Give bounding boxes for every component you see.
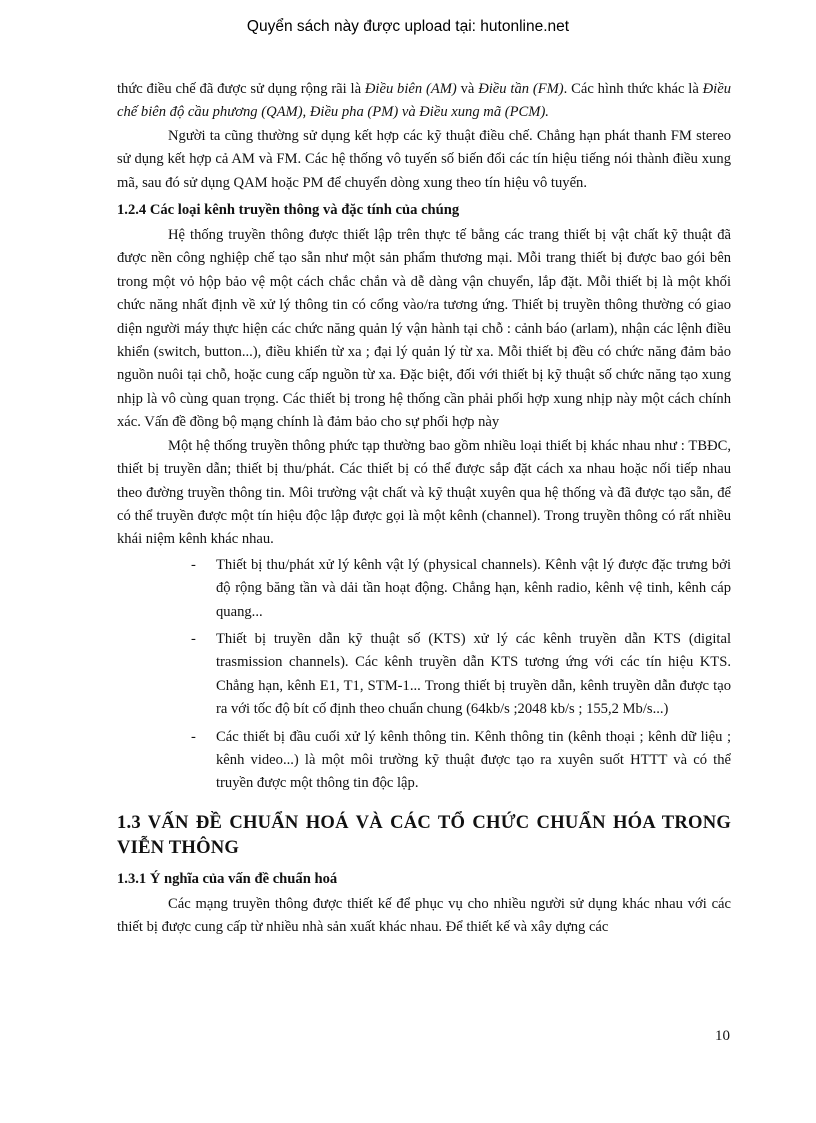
page-number: 10 (715, 1028, 730, 1044)
para1-em-others: Điều chế biên độ cầu phương (QAM), Điều pha (PM) và Điều xung mã (PCM). (117, 81, 731, 121)
list-item (191, 628, 731, 722)
list-item (191, 554, 731, 624)
section-1-3-1-paragraph: Các mạng truyền thông được thiết kế để phục vụ cho nhiều người sử dụng khác nhau với các thiết bị được cung cấp từ nhiều nhà sản xuất khác nhau. Để thiết kế và xây dựng các (117, 895, 731, 936)
dash-marker: - (191, 728, 196, 745)
combined-modulation-paragraph: Người ta cũng thường sử dụng kết hợp các kỹ thuật điều chế. Chẳng hạn phát thanh FM stereo sử dụng kết hợp cả AM và FM. Các hệ thống vô tuyến số biến đổi các tín hiệu tiếng nói thành điều xung mã, sau đó sử dụng QAM hoặc PM để chuyển dòng xung theo tín hiệu vô tuyến. (117, 127, 731, 191)
modulation-paragraph (117, 78, 731, 125)
channel-types-list (117, 554, 731, 796)
para1-em-fm: Điều tần (FM) (478, 81, 564, 97)
section-1-2-4-heading: 1.2.4 Các loại kênh truyền thông và đặc tính của chúng (117, 202, 460, 219)
para1-text-a: thức điều chế đã được sử dụng rộng rãi là (117, 81, 365, 97)
section-1-3-1-heading: 1.3.1 Ý nghĩa của vấn đề chuẩn hoá (117, 870, 338, 887)
section-1-3-heading: 1.3 VẤN ĐỀ CHUẨN HOÁ VÀ CÁC TỔ CHỨC CHUẨN HÓA TRONG VIỄN THÔNG (117, 811, 731, 858)
dash-marker: - (191, 556, 196, 573)
list-item-text: Thiết bị thu/phát xử lý kênh vật lý (physical channels). Kênh vật lý được đặc trưng bởi độ rộng băng tần và dải tần hoạt động. Chẳng hạn, kênh radio, kênh vệ tinh, kênh cáp quang... (216, 556, 731, 620)
para1-em-am: Điều biên (AM) (364, 81, 457, 97)
upload-banner: Quyển sách này được upload tại: hutonline.net (246, 18, 570, 35)
para1-text-b: và (456, 81, 479, 97)
list-item-text: Các thiết bị đầu cuối xử lý kênh thông tin. Kênh thông tin (kênh thoại ; kênh dữ liệu ; kênh video...) là một môi trường kỹ thuật được tạo ra xuyên suốt HTTT và có thể truyền được một thông tin độc lập. (216, 728, 731, 792)
dash-marker: - (191, 630, 196, 647)
list-item (191, 726, 731, 796)
para1-text-c: . Các hình thức khác là (563, 81, 703, 97)
section-1-2-4-paragraph-2: Một hệ thống truyền thông phức tạp thường bao gồm nhiều loại thiết bị khác nhau như : TBĐC, thiết bị truyền dẫn; thiết bị thu/phát. Các thiết bị có thể được sắp đặt cách xa nhau hoặc nối tiếp nhau theo đường truyền thông tin. Môi trường vật chất và kỹ thuật xuyên qua hệ thống và đã được tạo sẵn, để có thể truyền được một tín hiệu độc lập được gọi là một kênh (channel). Trong truyền thông có rất nhiều khái niệm kênh khác nhau. (117, 437, 731, 548)
page-body (117, 78, 731, 940)
section-1-2-4-paragraph-1: Hệ thống truyền thông được thiết lập trên thực tế bằng các trang thiết bị vật chất kỹ thuật đã được nền công nghiệp chế tạo sẵn như một sản phẩm thương mại. Mỗi trang thiết bị được bao gói bên trong một vỏ hộp bảo vệ một cách chắc chắn và dễ dàng vận chuyển, lắp đặt. Mỗi thiết bị là một khối chức năng nhất định về xử lý thông tin có cổng vào/ra tương ứng. Thiết bị truyền thông thường có giao diện người máy thực hiện các chức năng quản lý vận hành tại chỗ : cảnh báo (arlam), nhận các lệnh điều khiển (switch, button...), điều khiển từ xa ; đại lý quản lý từ xa. Mỗi thiết bị đều có chức năng đảm bảo nguồn nuôi tại chỗ, hoặc cung cấp nguồn từ xa. Đặc biệt, đối với thiết bị kỹ thuật số chức năng tạo xung nhịp là vô cùng quan trọng. Các thiết bị trong hệ thống cần phải phối hợp xung nhịp này một cách chính xác. Vấn đề đồng bộ mạng chính là đảm bảo cho sự phối hợp này (117, 227, 731, 431)
list-item-text: Thiết bị truyền dẫn kỹ thuật số (KTS) xử lý các kênh truyền dẫn KTS (digital trasmission channels). Các kênh truyền dẫn KTS tương ứng với các tín hiệu KTS. Chẳng hạn, kênh E1, T1, STM-1... Trong thiết bị truyền dẫn, kênh truyền dẫn được tạo ra với tốc độ bít cố định theo chuẩn chung (64kb/s ;2048 kb/s ; 155,2 Mb/s...) (216, 630, 731, 718)
